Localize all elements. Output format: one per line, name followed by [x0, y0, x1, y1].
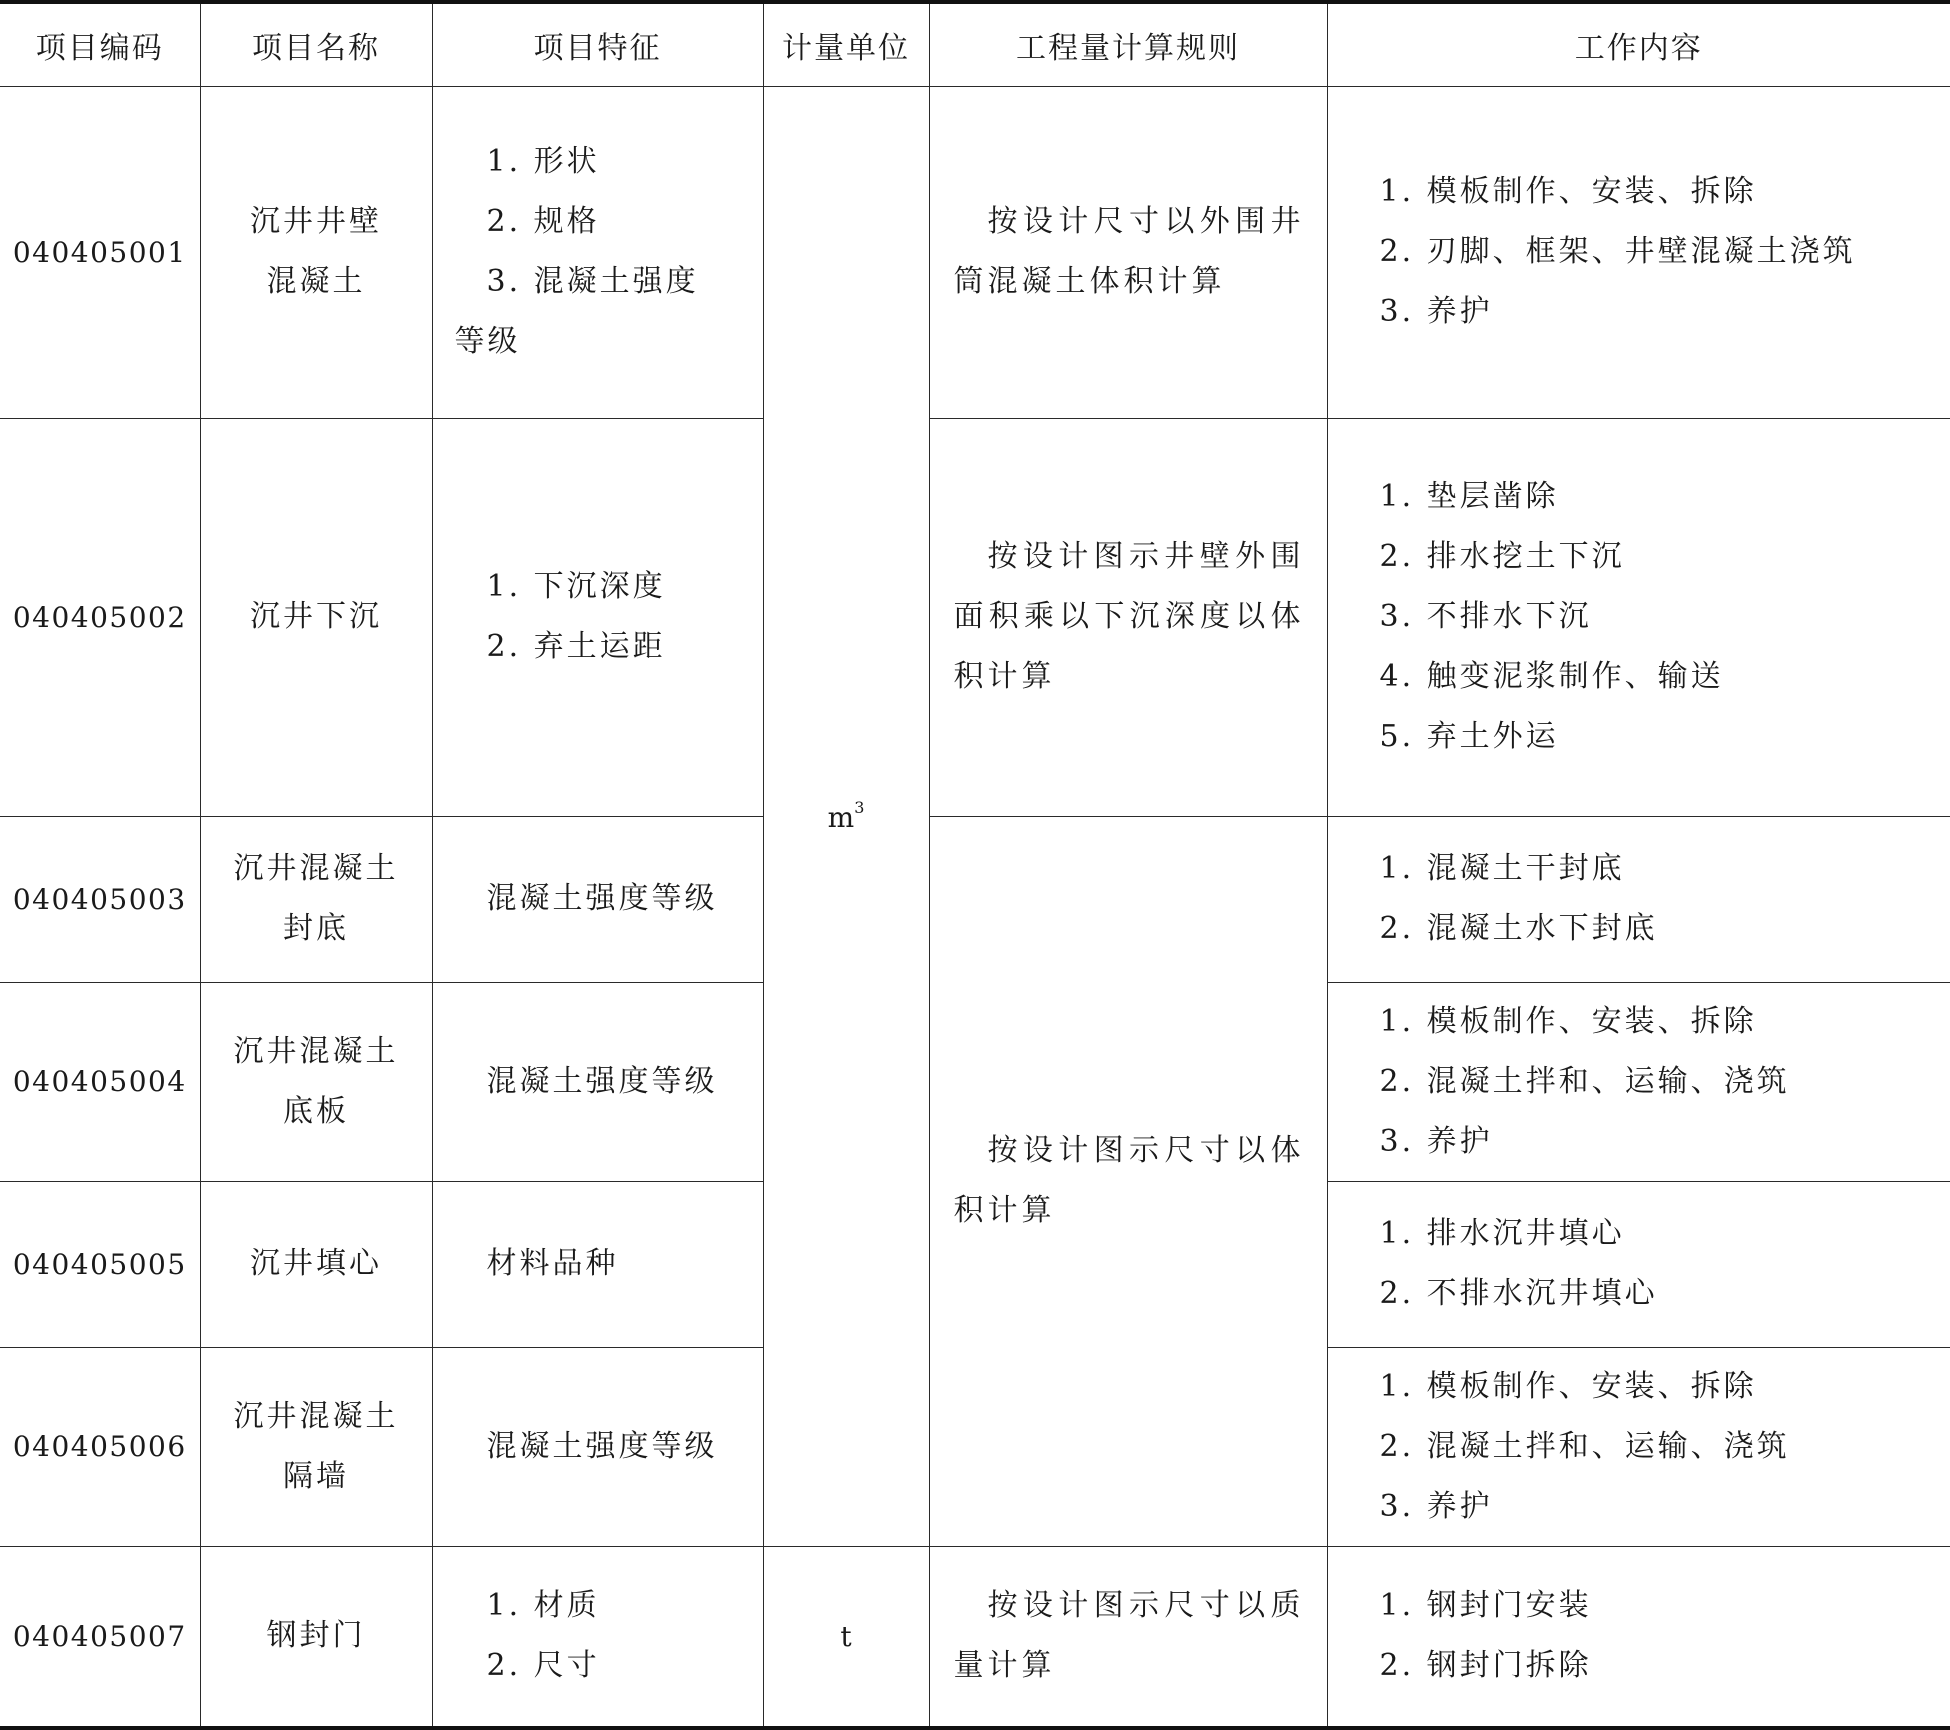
work-item: 1. 混凝土干封底	[1380, 839, 1950, 899]
item-code-cell: 040405002	[0, 418, 200, 816]
item-name-line: 沉井井壁	[201, 192, 432, 252]
work-item: 1. 钢封门安装	[1380, 1576, 1950, 1636]
work-list	[1380, 467, 1950, 767]
item-name-line: 钢封门	[201, 1606, 432, 1666]
work-item: 3. 养护	[1380, 1112, 1950, 1172]
work-list	[1380, 1204, 1950, 1324]
work-content-cell	[1327, 418, 1950, 816]
calc-rule-text: 按设计尺寸以外围井筒混凝土体积计算	[954, 192, 1305, 312]
item-features-cell	[432, 816, 763, 982]
calc-rule-text: 按设计图示井壁外围面积乘以下沉深度以体积计算	[954, 527, 1305, 707]
feature-line: 混凝土强度等级	[455, 1417, 755, 1477]
calc-rule-cell	[929, 418, 1327, 816]
work-content-cell	[1327, 982, 1950, 1181]
header-item-features: 项目特征	[432, 2, 763, 86]
item-code-cell: 040405003	[0, 816, 200, 982]
work-list	[1380, 162, 1950, 342]
item-name-line: 沉井下沉	[201, 587, 432, 647]
header-unit: 计量单位	[763, 2, 929, 86]
work-item: 4. 触变泥浆制作、输送	[1380, 647, 1950, 707]
item-code-cell: 040405006	[0, 1347, 200, 1546]
table-row	[0, 816, 1950, 982]
table-row	[0, 86, 1950, 418]
item-code-cell: 040405001	[0, 86, 200, 418]
calc-rule-cell	[929, 1546, 1327, 1728]
feature-line: 材料品种	[455, 1234, 755, 1294]
calc-rule-cell	[929, 816, 1327, 1546]
unit-base: m	[828, 801, 855, 834]
work-item: 2. 混凝土拌和、运输、浇筑	[1380, 1052, 1950, 1112]
item-features-cell	[432, 1181, 763, 1347]
item-name-line: 隔墙	[201, 1447, 432, 1507]
work-item: 1. 排水沉井填心	[1380, 1204, 1950, 1264]
calc-rule-cell	[929, 86, 1327, 418]
work-list	[1380, 992, 1950, 1172]
feature-line: 等级	[455, 312, 755, 372]
work-content-cell	[1327, 816, 1950, 982]
work-content-cell	[1327, 1181, 1950, 1347]
feature-line: 混凝土强度等级	[455, 869, 755, 929]
unit-cell-cubic-meter	[763, 86, 929, 1546]
item-name-cell	[200, 418, 432, 816]
item-name-cell	[200, 816, 432, 982]
work-item: 2. 刃脚、框架、井壁混凝土浇筑	[1380, 222, 1950, 282]
feature-line: 2. 尺寸	[455, 1636, 755, 1696]
work-item: 3. 养护	[1380, 1477, 1950, 1537]
feature-line: 1. 材质	[455, 1576, 755, 1636]
work-item: 2. 排水挖土下沉	[1380, 527, 1950, 587]
header-calc-rule: 工程量计算规则	[929, 2, 1327, 86]
calc-rule-text: 按设计图示尺寸以质量计算	[954, 1576, 1305, 1696]
header-work-content: 工作内容	[1327, 2, 1950, 86]
work-item: 3. 不排水下沉	[1380, 587, 1950, 647]
item-features-cell	[432, 86, 763, 418]
work-item: 1. 模板制作、安装、拆除	[1380, 992, 1950, 1052]
item-name-cell	[200, 1546, 432, 1728]
item-name-line: 沉井填心	[201, 1234, 432, 1294]
header-item-name: 项目名称	[200, 2, 432, 86]
table-row	[0, 1546, 1950, 1728]
item-features-cell	[432, 418, 763, 816]
work-list	[1380, 1357, 1950, 1537]
feature-line: 2. 规格	[455, 192, 755, 252]
item-name-line: 沉井混凝土	[201, 1022, 432, 1082]
work-item: 2. 混凝土水下封底	[1380, 899, 1950, 959]
work-item: 1. 垫层凿除	[1380, 467, 1950, 527]
header-item-code: 项目编码	[0, 2, 200, 86]
feature-line: 混凝土强度等级	[455, 1052, 755, 1112]
item-name-line: 封底	[201, 899, 432, 959]
item-name-cell	[200, 982, 432, 1181]
unit-cell-ton: t	[763, 1546, 929, 1728]
item-name-line: 混凝土	[201, 252, 432, 312]
feature-line: 1. 形状	[455, 132, 755, 192]
calc-rule-text: 按设计图示尺寸以体积计算	[954, 1121, 1305, 1241]
work-list	[1380, 839, 1950, 959]
item-features-cell	[432, 1347, 763, 1546]
item-code-cell: 040405007	[0, 1546, 200, 1728]
item-name-line: 底板	[201, 1082, 432, 1142]
item-features-cell	[432, 1546, 763, 1728]
item-name-cell	[200, 1347, 432, 1546]
feature-line: 1. 下沉深度	[455, 557, 755, 617]
feature-line: 2. 弃土运距	[455, 617, 755, 677]
work-content-cell	[1327, 86, 1950, 418]
item-name-cell	[200, 86, 432, 418]
item-code-cell: 040405005	[0, 1181, 200, 1347]
unit-superscript: 3	[854, 798, 864, 817]
item-name-line: 沉井混凝土	[201, 839, 432, 899]
table-header-row	[0, 2, 1950, 86]
work-item: 2. 钢封门拆除	[1380, 1636, 1950, 1696]
work-list	[1380, 1576, 1950, 1696]
work-item: 5. 弃土外运	[1380, 707, 1950, 767]
work-item: 3. 养护	[1380, 282, 1950, 342]
item-features-cell	[432, 982, 763, 1181]
work-item: 1. 模板制作、安装、拆除	[1380, 1357, 1950, 1417]
table-row	[0, 418, 1950, 816]
work-item: 1. 模板制作、安装、拆除	[1380, 162, 1950, 222]
feature-line: 3. 混凝土强度	[455, 252, 755, 312]
work-item: 2. 混凝土拌和、运输、浇筑	[1380, 1417, 1950, 1477]
work-content-cell	[1327, 1347, 1950, 1546]
item-code-cell: 040405004	[0, 982, 200, 1181]
work-content-cell	[1327, 1546, 1950, 1728]
item-name-cell	[200, 1181, 432, 1347]
work-item: 2. 不排水沉井填心	[1380, 1264, 1950, 1324]
item-name-line: 沉井混凝土	[201, 1387, 432, 1447]
